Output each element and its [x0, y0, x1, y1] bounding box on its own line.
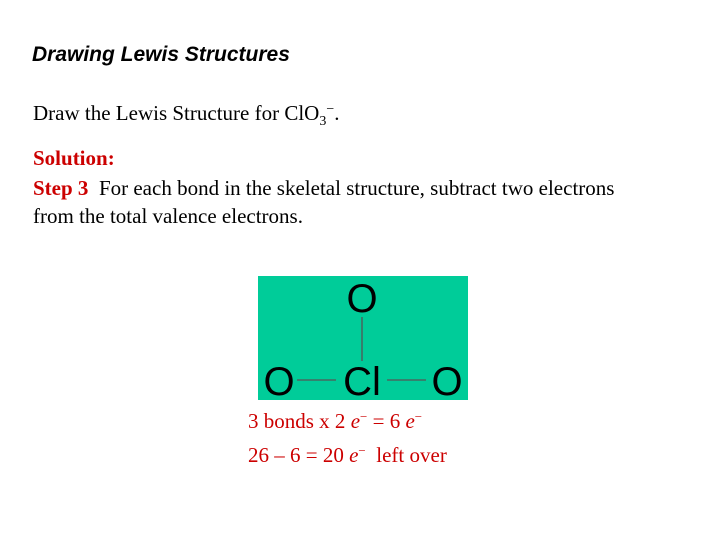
atom-center: Cl [343, 360, 381, 400]
slide-title: Drawing Lewis Structures [32, 43, 290, 66]
lewis-structure-diagram [258, 276, 468, 400]
calculation-line-2 [248, 436, 447, 470]
calc2-electron: e [349, 443, 359, 467]
question-prefix: Draw the Lewis Structure for ClO [33, 101, 320, 125]
calc2-part-b: left over [365, 443, 447, 467]
calc2-part-a: 26 – 6 = 20 [248, 443, 350, 467]
step-paragraph [33, 174, 633, 230]
calc1-electron-2: e [405, 409, 415, 433]
calc1-part-b: = 6 [367, 409, 406, 433]
atom-left: O [263, 360, 295, 400]
calc1-electron-1: e [350, 409, 361, 433]
bond-calculation [248, 402, 447, 470]
calculation-line-1 [248, 402, 447, 436]
calc1-charge-2: − [414, 409, 423, 424]
atom-right: O [431, 360, 463, 400]
step-text: For each bond in the skeletal structure, subtract two electrons from the total valence electrons. [33, 176, 615, 228]
question-text [33, 101, 340, 130]
calc2-charge: − [358, 443, 366, 458]
atom-top: O [346, 277, 378, 321]
calc1-part-a: 3 bonds x 2 [248, 409, 351, 433]
solution-label: Solution: [33, 146, 115, 170]
question-suffix: . [334, 101, 340, 125]
calc1-charge-1: − [360, 409, 368, 424]
step-label: Step 3 [33, 176, 89, 200]
question-subscript: 3 [319, 114, 327, 129]
question-superscript: − [326, 102, 335, 117]
